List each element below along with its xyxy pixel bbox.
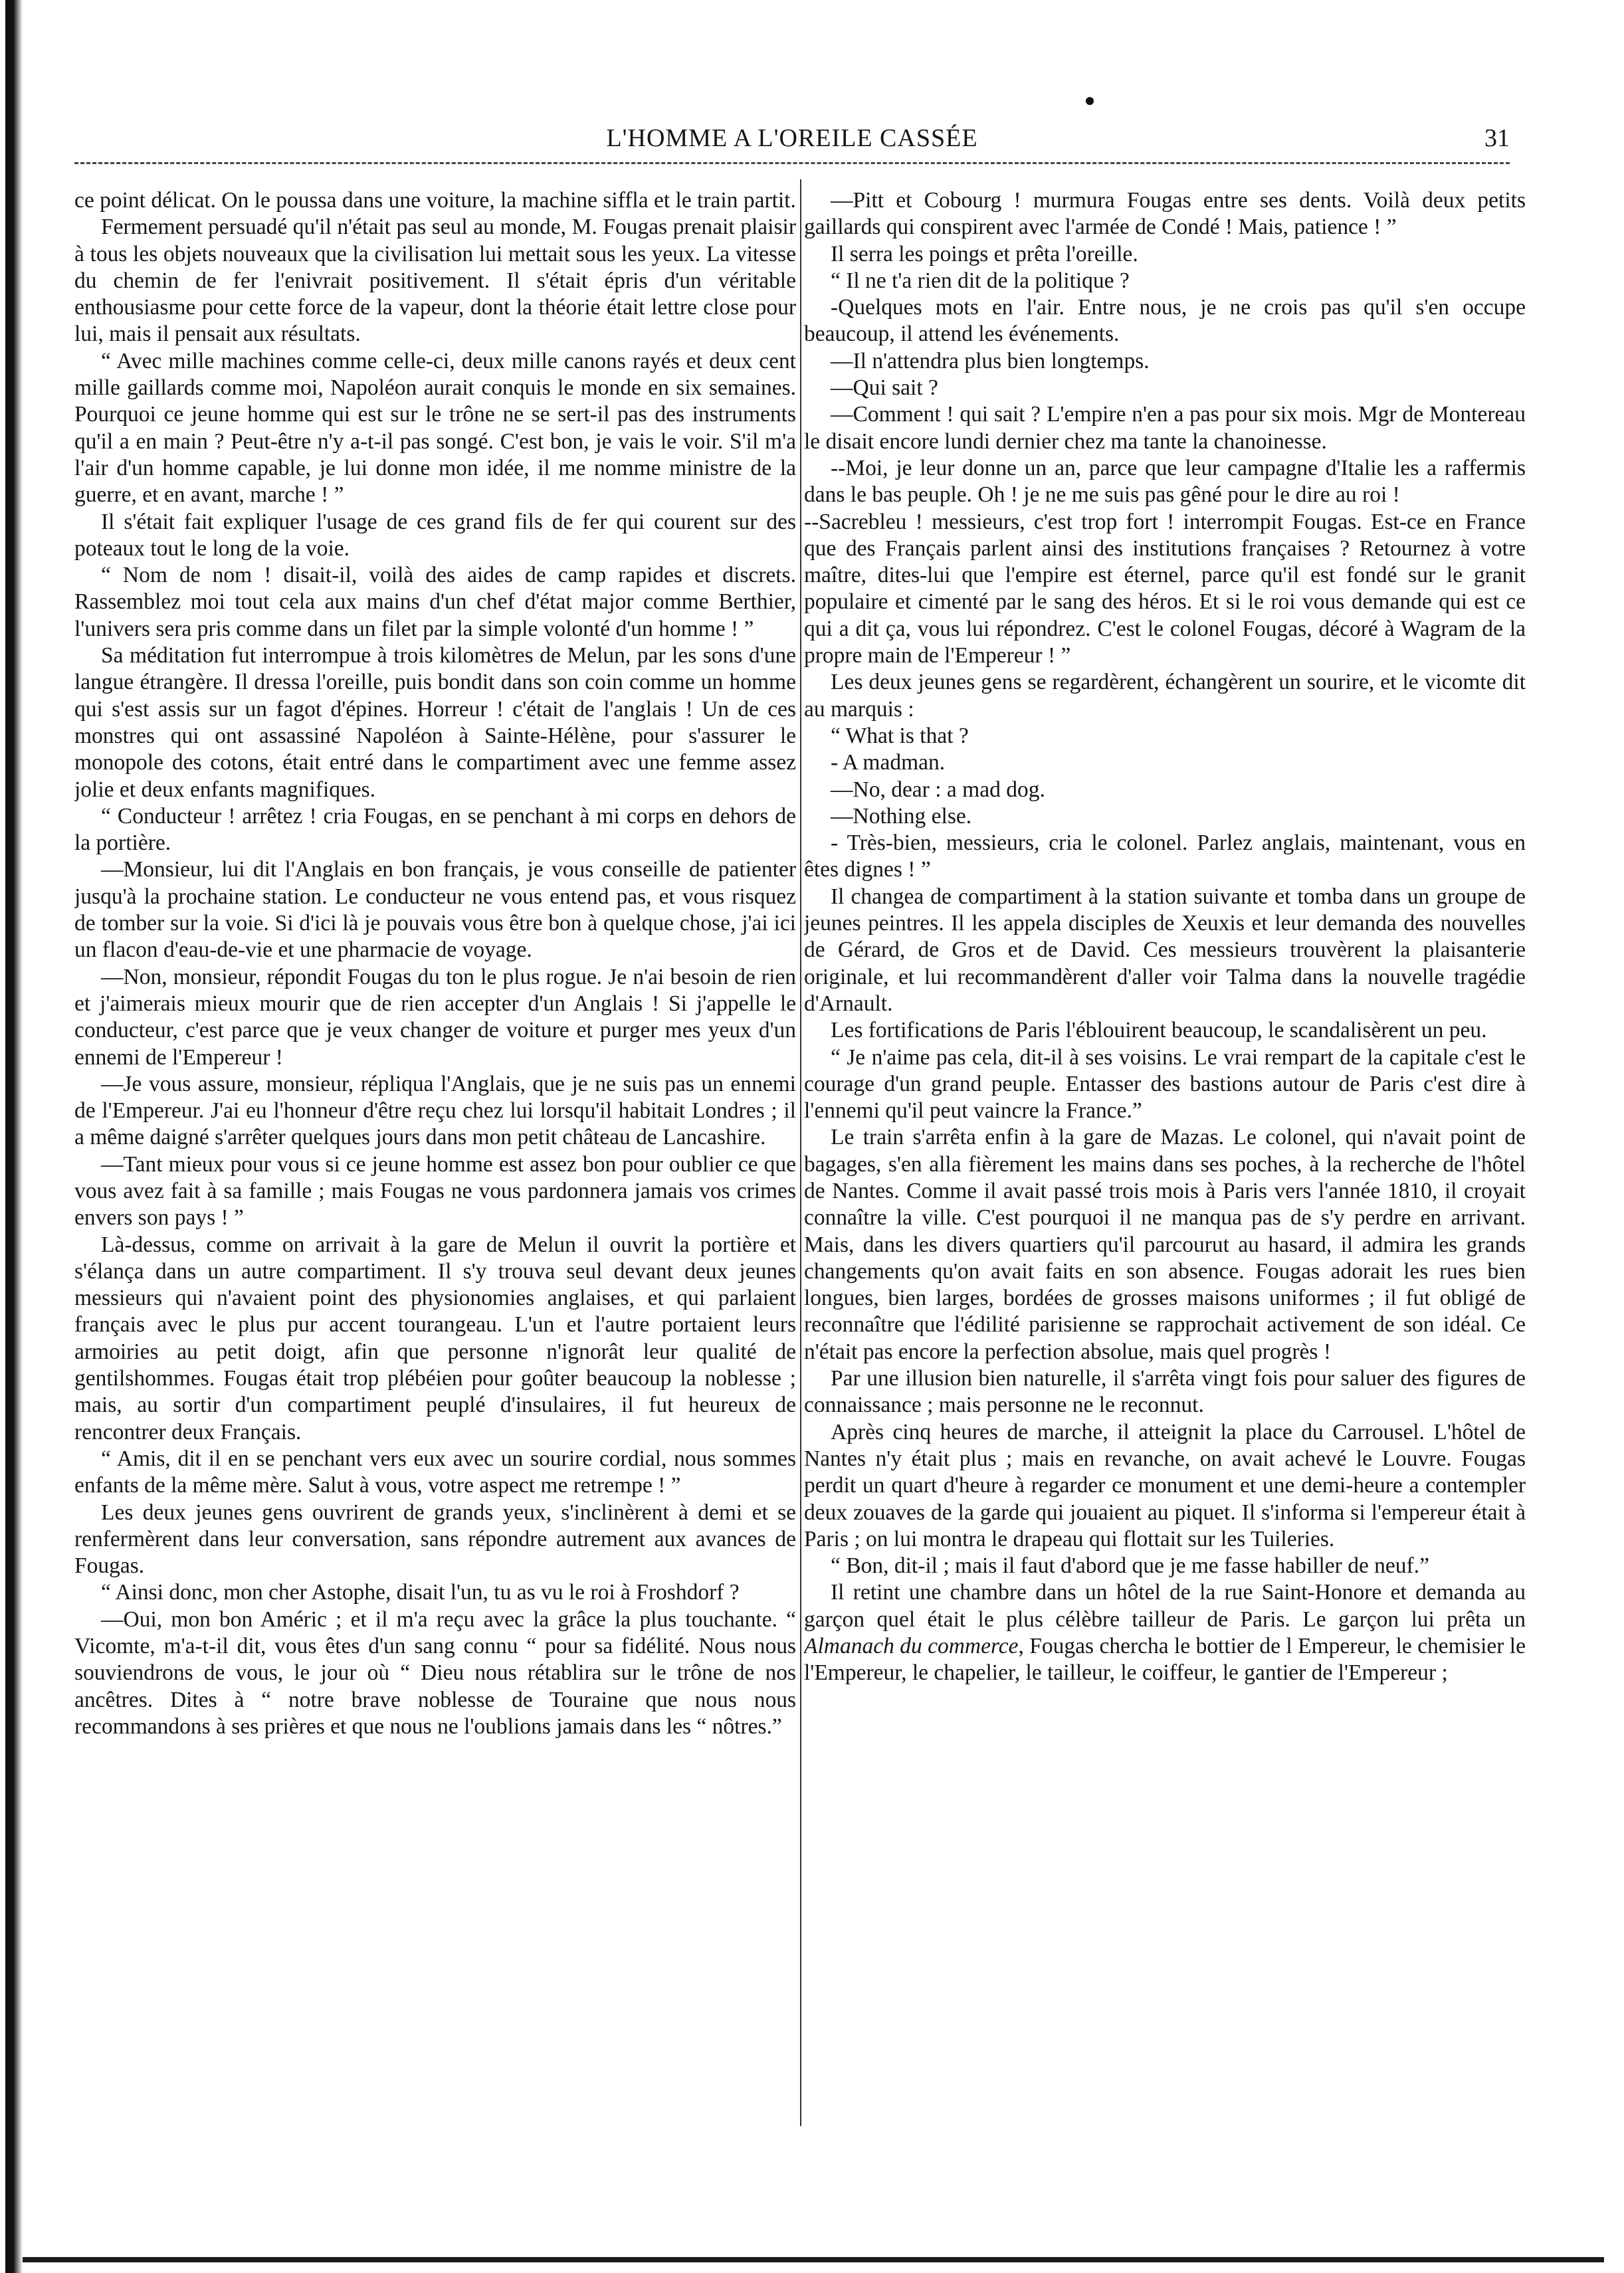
paragraph: - Très-bien, messieurs, cria le colonel. Parlez anglais, maintenant, vous en êtes dignes ! ” [804,831,1526,882]
paragraph: - A madman. [831,750,946,775]
paragraph: “ Nom de nom ! disait-il, voilà des aides de camp rapides et discrets. Rassemblez moi tout cela aux mains d'un chef d'état major comme Berthier, l'univers sera pris comme dans un filet par la simple volonté d'un homme ! ” [74,563,796,641]
bottom-rule [23,2257,1604,2262]
paragraph: Les deux jeunes gens ouvrirent de grands yeux, s'inclinèrent à demi et se renfermèrent dans leur conversation, sans répondre autrement aux avances de Fougas. [74,1500,796,1579]
paragraph: “ Il ne t'a rien dit de la politique ? [831,268,1130,293]
paragraph: --Moi, je leur donne un an, parce que leur campagne d'Italie les a raffermis dans le bas peuple. Oh ! je ne me suis pas gêné pour le dire au roi ! [804,455,1526,508]
right-column [804,187,1526,2207]
paragraph: —Comment ! qui sait ? L'empire n'en a pas pour six mois. Mgr de Montereau le disait encore lundi dernier chez ma tante la chanoinesse. [804,402,1526,454]
paragraph: “ Ainsi donc, mon cher Astophe, disait l'un, tu as vu le roi à Froshdorf ? [101,1580,740,1605]
paragraph: —Il n'attendra plus bien longtemps. [831,348,1150,373]
paragraph: “ What is that ? [831,723,969,748]
paragraph: —Monsieur, lui dit l'Anglais en bon français, je vous conseille de patienter jusqu'à la prochaine station. Le conducteur ne vous entend pas, et vous risquez de tomber sur la voie. Si d'ici là je pouvais vous être bon à quelque chose, j'ai ici un flacon d'eau-de-vie et une pharmacie de voyage. [74,857,796,963]
paragraph: “ Amis, dit il en se penchant vers eux avec un sourire cordial, nous sommes enfants de la même mère. Salut à vous, votre aspect me retrempe ! ” [74,1446,796,1498]
paragraph: Les deux jeunes gens se regardèrent, échangèrent un sourire, et le vicomte dit au marquis : [804,670,1526,722]
paragraph: “ Avec mille machines comme celle-ci, deux mille canons rayés et deux cent mille gaillards comme moi, Napoléon aurait conquis le monde en six semaines. Pourquoi ce jeune homme qui est sur le trône ne se sert-il pas des instruments qu'il a en main ? Peut-être n'y a-t-il pas songé. C'est bon, je vais le voir. S'il m'a l'air d'un homme capable, je lui donne mon idée, il me nomme ministre de la guerre, et en avant, marche ! ” [74,348,796,508]
paragraph: Sa méditation fut interrompue à trois kilomètres de Melun, par les sons d'une langue étrangère. Il dressa l'oreille, puis bondit dans son coin comme un homme qui s'est assis sur un fagot d'épines. Horreur ! c'était de l'anglais ! Un de ces monstres qui ont assassiné Napoléon à Sainte-Hélène, pour s'assurer le monopole des cotons, était entré dans le compartiment avec une femme assez jolie et deux enfants magnifiques. [74,643,796,802]
paragraph: Là-dessus, comme on arrivait à la gare de Melun il ouvrit la portière et s'élança dans un autre compartiment. Il s'y trouva seul devant deux jeunes messieurs qui n'avaient point des physionomies anglaises, et qui parlaient français avec le plus pur accent tourangeau. L'un et l'autre portaient leurs armoiries au petit doigt, afin que personne n'ignorât leur qualité de gentilshommes. Fougas était trop plébéien pour goûter beaucoup la noblesse ; mais, au sortir d'un compartiment peuplé d'insulaires, il fut heureux de rencontrer deux Français. [74,1232,796,1444]
paragraph: Par une illusion bien naturelle, il s'arrêta vingt fois pour saluer des figures de connaissance ; mais personne ne le reconnut. [804,1366,1526,1418]
paragraph: Il serra les poings et prêta l'oreille. [831,241,1138,266]
paragraph: “ Je n'aime pas cela, dit-il à ses voisins. Le vrai rempart de la capitale c'est le courage d'un grand peuple. Entasser des bastions autour de Paris c'est dire à l'ennemi qu'il peut vaincre la France.” [804,1044,1526,1124]
paragraph: ce point délicat. On le poussa dans une voiture, la machine siffla et le train partit. [74,188,796,213]
paragraph: Le train s'arrêta enfin à la gare de Mazas. Le colonel, qui n'avait point de bagages, s'en alla fièrement les mains dans ses poches, à la recherche de l'hôtel de Nantes. Comme il avait passé trois mois à Paris vers l'année 1810, il croyait connaître la ville. C'est pourquoi il ne manqua pas de s'y perdre en arrivant. Mais, dans les divers quartiers qu'il parcourut au hasard, il admira les grands changements qu'on avait faits en son absence. Fougas adorait les rues bien longues, bien larges, bordées de grosses maisons uniformes ; il fut obligé de reconnaître que l'édilité parisienne se rapprochait activement de son idéal. Ce n'était pas encore la perfection absolue, mais quel progrès ! [804,1125,1526,1364]
paragraph: —Tant mieux pour vous si ce jeune homme est assez bon pour oublier ce que vous avez fait à sa famille ; mais Fougas ne vous pardonnera jamais vos crimes envers son pays ! ” [74,1151,796,1231]
page-binding-edge [5,0,23,2273]
paragraph: -Quelques mots en l'air. Entre nous, je ne crois pas qu'il s'en occupe beaucoup, il attend les événements. [804,295,1526,347]
ink-speck [1086,97,1094,105]
paragraph: —Oui, mon bon Améric ; et il m'a reçu avec la grâce la plus touchante. “ Vicomte, m'a-t-il dit, vous êtes d'un sang connu “ pour sa fidélité. Nous nous souviendrons de vous, le jour où “ Dieu nous rétablira sur le trône de nos ancêtres. Dites à “ notre brave noblesse de Touraine que nous nous recommandons à ses prières et que nous ne l'oublions jamais dans les “ nôtres.” [74,1607,796,1739]
paragraph: “ Conducteur ! arrêtez ! cria Fougas, en se penchant à mi corps en dehors de la portière. [74,803,796,856]
running-title: L'HOMME A L'OREILE CASSÉE [606,124,978,152]
paragraph: —Qui sait ? [831,375,938,401]
column-divider [800,179,801,2126]
paragraph: —Nothing else. [831,803,972,829]
paragraph: Il retint une chambre dans un hôtel de la rue Saint-Honore et demanda au garçon quel était le plus célèbre tailleur de Paris. Le garçon lui prêta un Almanach du commerce, Fougas chercha le bottier de l Empereur, le chemisier le l'Empereur, le chapelier, le tailleur, le coiffeur, le gantier de l'Empereur ; [804,1580,1526,1686]
header-rule [74,162,1510,164]
paragraph: Il s'était fait expliquer l'usage de ces grand fils de fer qui courent sur des poteaux tout le long de la voie. [74,509,796,561]
paragraph: —Non, monsieur, répondit Fougas du ton le plus rogue. Je n'ai besoin de rien et j'aimerais mieux mourir que de rien accepter d'un Anglais ! Si j'appelle le conducteur, c'est parce que je veux changer de voiture et purger mes yeux d'un ennemi de l'Empereur ! [74,964,796,1070]
paragraph: —No, dear : a mad dog. [831,777,1045,802]
paragraph: Après cinq heures de marche, il atteignit la place du Carrousel. L'hôtel de Nantes n'y était plus ; mais en revanche, on avait achevé le Louvre. Fougas perdit un quart d'heure à regarder ce monument et une demi-heure a contempler deux zouaves de la garde qui jouaient au piquet. Il s'informa si l'empereur était à Paris ; on lui montra le drapeau qui flottait sur les Tuileries. [804,1419,1526,1551]
paragraph: —Pitt et Cobourg ! murmura Fougas entre ses dents. Voilà deux petits gaillards qui conspirent avec l'armée de Condé ! Mais, patience ! ” [804,188,1526,240]
paragraph: Les fortifications de Paris l'éblouirent beaucoup, le scandalisèrent un peu. [831,1018,1487,1043]
paragraph: Il changea de compartiment à la station suivante et tomba dans un groupe de jeunes peintres. Il les appela disciples de Xeuxis et leur demanda des nouvelles de Gérard, de Gros et de David. Ces messieurs trouvèrent la plaisanterie originale, et lui recommandèrent d'aller voir Talma dans la nouvelle tragédie d'Arnault. [804,884,1526,1016]
paragraph: “ Bon, dit-il ; mais il faut d'abord que je me fasse habiller de neuf.” [831,1553,1429,1579]
running-header [74,124,1510,157]
paragraph: --Sacrebleu ! messieurs, c'est trop fort ! interrompit Fougas. Est-ce en France que des Français parlent ainsi des institutions françaises ? Retournez à votre maître, dites-lui que l'empire est éternel, parce qu'il est fondé sur le granit populaire et cimenté par le sang des héros. Et si le roi vous demande qui est ce qui a dit ça, vous lui répondrez. C'est le colonel Fougas, décoré à Wagram de la propre main de l'Empereur ! ” [804,509,1526,668]
paragraph: —Je vous assure, monsieur, répliqua l'Anglais, que je ne suis pas un ennemi de l'Empereur. J'ai eu l'honneur d'être reçu chez lui lorsqu'il habitait Londres ; il a même daigné s'arrêter quelques jours dans mon petit château de Lancashire. [74,1071,796,1150]
paragraph: Fermement persuadé qu'il n'était pas seul au monde, M. Fougas prenait plaisir à tous les objets nouveaux que la civilisation lui mettait sous les yeux. La vitesse du chemin de fer l'enivrait positivement. Il s'était épris d'un véritable enthousiasme pour cette force de la vapeur, dont la théorie était lettre close pour lui, mais il pensait aux résultats. [74,215,796,347]
left-column [74,187,796,2207]
page-number: 31 [1484,124,1510,152]
